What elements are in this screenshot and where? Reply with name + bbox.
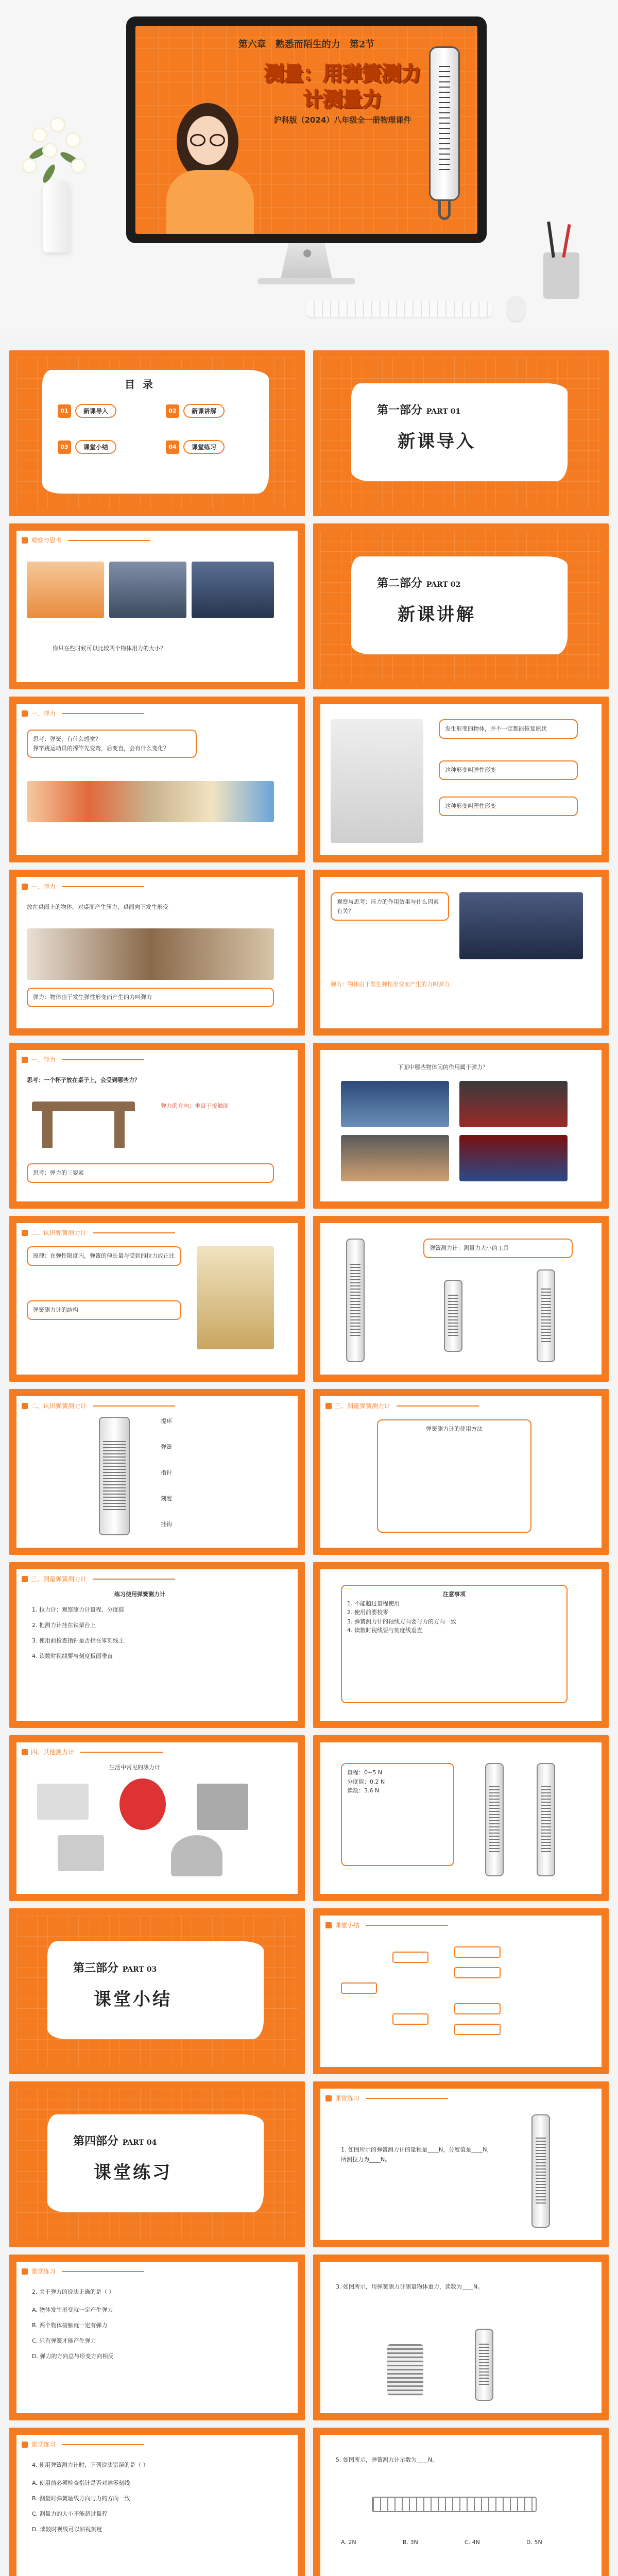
slide-part-3: [9, 1908, 305, 2074]
slide-header: 二、认识弹簧测力计: [31, 1229, 87, 1236]
option-text: D. 读数时视线可以斜视刻度: [32, 2526, 102, 2533]
step-text: 4. 读数时视线要与刻度板面垂直: [32, 1653, 113, 1659]
slide-exercise-3: [313, 2255, 609, 2420]
question-text: 1. 如图所示的弹簧测力计的量程是____N，分度值是____N，所测拉力为____N。: [341, 2146, 493, 2163]
question-text: 思考：一个杯子放在桌子上，会受到哪些力？: [27, 1077, 140, 1083]
part-2-title: 新课讲解: [398, 604, 476, 625]
highlight-text: 弹力：物体由于发生弹性形变而产生的力叫弹力: [331, 981, 450, 988]
slide-elastic-3: [9, 870, 305, 1036]
option-text: B. 测量时弹簧轴线方向与力的方向一致: [32, 2495, 130, 2502]
definition-box: 弹力：物体由于发生弹性形变而产生的力叫弹力: [27, 988, 274, 1007]
part-4-label: 第四部分: [73, 2134, 119, 2148]
part-3-title: 课堂小结: [94, 1989, 172, 2010]
part-label: 刻度: [161, 1495, 172, 1502]
part-4-title: 课堂练习: [94, 2162, 172, 2183]
option-text: C. 只有弹簧才能产生弹力: [32, 2337, 96, 2344]
info-box-2: 这种形变叫弹性形变: [439, 760, 578, 780]
structure-box: 弹簧测力计的结构: [27, 1300, 181, 1320]
slide-header: 三、测量弹簧测力计: [335, 1402, 391, 1410]
slide-header: 一、弹力: [31, 1056, 56, 1063]
slide-part-4: [9, 2081, 305, 2247]
caption: 生活中常见的测力计: [109, 1764, 160, 1771]
info-box: 观察与思考：压力的作用效果与什么因素有关？: [331, 892, 449, 921]
option-text: C. 4N: [465, 2539, 480, 2546]
flower-vase: [28, 118, 85, 222]
question-text: 5. 如图所示，弹簧测力计示数为____N。: [336, 2456, 438, 2463]
info-box: 思考：弹力的三要素: [27, 1163, 274, 1183]
slide-scale-parts: [9, 1389, 305, 1555]
slide-elastic-6: [313, 1043, 609, 1209]
option-text: B. 两个物体接触就一定有弹力: [32, 2322, 108, 2329]
usage-panel: 弹簧测力计的使用方法: [377, 1419, 531, 1533]
option-text: A. 使用前必须检查指针是否对准零刻线: [32, 2480, 130, 2486]
cover-course: 沪科版（2024）八年级全一册物理课件: [273, 115, 411, 125]
slide-scale-intro: [9, 1216, 305, 1382]
spring-scale-icon: [429, 46, 460, 201]
part-1-label: 第一部分: [377, 403, 423, 417]
reading-box: 量程：0~5 N 分度值：0.2 N 读数：3.6 N: [341, 1763, 454, 1866]
observe-caption: 你只在些时候可以比较两个物体用力的大小？: [53, 645, 166, 652]
part-label: 弹簧: [161, 1444, 172, 1450]
precautions-box: 注意事项 1. 不能超过量程使用 2. 使用前要校零 3. 弹簧测力计的轴线方向要与力的方向一致 4. 读数时视线要与刻度线垂直: [341, 1585, 568, 1703]
slide-part-2: [313, 523, 609, 689]
hero-mockup: [0, 0, 618, 335]
slide-other-scales: [9, 1735, 305, 1901]
toc-item-1: 01 新课导入: [58, 404, 116, 418]
part-3-label: 第三部分: [73, 1961, 119, 1975]
keyboard: [306, 301, 492, 317]
part-2-en: PART 02: [426, 581, 461, 589]
slide-practice-use: [9, 1562, 305, 1728]
slide-exercise-4: [9, 2428, 305, 2576]
option-text: A. 2N: [341, 2539, 356, 2546]
question-text: 3. 如图所示，用弹簧测力计测量物体重力，读数为____N。: [336, 2283, 484, 2290]
slide-header: 课堂练习: [335, 2095, 360, 2102]
step-text: 2. 把测力计挂在铁架台上: [32, 1622, 96, 1629]
slide-exercise-5: [313, 2428, 609, 2576]
part-label: 提环: [161, 1418, 172, 1425]
toc-item-4: 04 课堂练习: [166, 440, 225, 454]
body-text: 放在桌面上的物体，对桌面产生压力，桌面向下发生形变: [27, 904, 168, 910]
toc-item-2: 02 新课讲解: [166, 404, 225, 418]
toc-item-3: 03 课堂小结: [58, 440, 116, 454]
slide-elastic-4: [313, 870, 609, 1036]
option-text: B. 3N: [403, 2539, 418, 2546]
part-1-en: PART 01: [426, 408, 461, 416]
slide-exercise-1: [313, 2081, 609, 2247]
slide-header: 课堂练习: [31, 2441, 56, 2448]
part-1-title: 新课导入: [398, 431, 476, 452]
slide-elastic-1: [9, 697, 305, 862]
step-text: 1. 拉力计：观察测力计量程、分度值: [32, 1606, 124, 1613]
apple-logo-icon: ●: [303, 246, 312, 259]
slide-elastic-2: [313, 697, 609, 862]
slide-scale-types: [313, 1216, 609, 1382]
slide-exercise-2: [9, 2255, 305, 2420]
option-text: A. 物体发生形变就一定产生弹力: [32, 2307, 113, 2313]
cover-chapter: 第六章 熟悉而陌生的力 第2节: [238, 39, 375, 50]
part-label: 挂钩: [161, 1521, 172, 1528]
slide-part-1: [313, 350, 609, 516]
cover-title-line2: 计测量力: [303, 88, 382, 111]
part-3-en: PART 03: [122, 1965, 157, 1974]
slide-precautions: [313, 1562, 609, 1728]
slide-header: 课堂小结: [335, 1922, 360, 1929]
caption: 下面中哪些物体间的作用属于弹力？: [398, 1064, 488, 1071]
step-text: 3. 使用前检查指针是否指在零刻线上: [32, 1637, 124, 1644]
pen-cup: [543, 252, 579, 299]
slide-toc: [9, 350, 305, 516]
direction-text: 弹力的方向：垂直于接触面: [161, 1103, 229, 1109]
slide-header: 一、弹力: [31, 710, 56, 717]
slide-header: 四、其他测力计: [31, 1749, 75, 1756]
toc-title: 目 录: [125, 378, 155, 391]
option-text: D. 5N: [526, 2539, 542, 2546]
slide-header: 观察与思考: [31, 537, 62, 544]
cover-slide-preview: [135, 26, 477, 234]
slide-header: 课堂练习: [31, 2268, 56, 2275]
slide-summary: [313, 1908, 609, 2074]
cover-title-line1: 测量：用弹簧测力: [264, 62, 421, 85]
question-text: 4. 使用弹簧测力计时，下列说法错误的是（ ）: [32, 2462, 149, 2468]
principle-box: 原理：在弹性限度内，弹簧的伸长量与受到的拉力成正比: [27, 1246, 181, 1266]
slide-header: 一、弹力: [31, 883, 56, 890]
info-box-1: 发生形变的物体，并不一定都能恢复原状: [439, 719, 578, 739]
monitor: [126, 16, 487, 243]
info-box-3: 这种形变叫塑性形变: [439, 796, 578, 816]
info-box: 弹簧测力计：测量力大小的工具: [423, 1239, 573, 1258]
mouse: [507, 296, 525, 321]
part-label: 指针: [161, 1469, 172, 1476]
slide-elastic-5: [9, 1043, 305, 1209]
slide-observe: [9, 523, 305, 689]
slide-reading: [313, 1735, 609, 1901]
part-2-label: 第二部分: [377, 577, 423, 590]
option-text: D. 弹力的方向总与形变方向相反: [32, 2353, 114, 2360]
slide-header: 二、认识弹簧测力计: [31, 1402, 87, 1410]
slide-header: 三、测量弹簧测力计: [31, 1575, 87, 1583]
question-text: 2. 关于弹力的说法正确的是（ ）: [32, 2289, 115, 2295]
question-box: 思考：弹簧，有什么感觉？ 撑竿跳运动员的撑竿先变弯，后变直，会有什么变化？: [27, 730, 197, 758]
slide-scale-usage: [313, 1389, 609, 1555]
option-text: C. 测量力的大小不能超过量程: [32, 2511, 108, 2517]
part-4-en: PART 04: [122, 2139, 157, 2147]
section-title: 练习使用弹簧测力计: [114, 1591, 165, 1598]
